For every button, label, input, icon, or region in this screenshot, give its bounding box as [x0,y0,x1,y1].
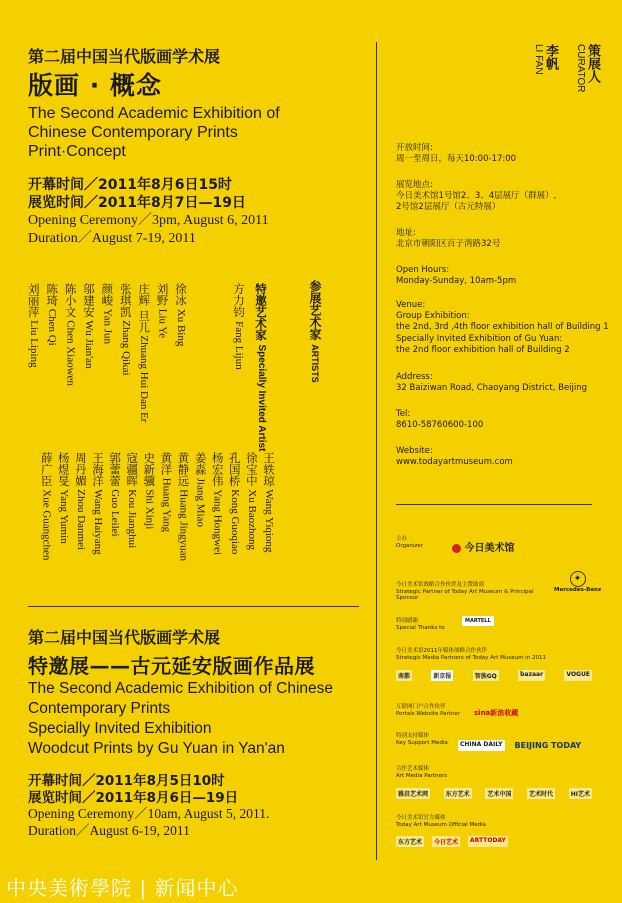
address-en-label: Address: [396,372,433,382]
artist-name [262,452,275,552]
artist-name-en: Jiang Miao [194,475,207,527]
artist-name-en: Yang Yumin [57,486,70,544]
organizer [396,536,423,549]
media-logo: 南都 [396,670,412,681]
artist-name [194,452,207,527]
invited-artist [232,283,245,370]
mercedes-logo [552,570,603,594]
hours-en [396,265,516,287]
artist-name-en: Wu Jian'an [83,317,95,369]
artist-name [159,452,172,532]
artist-name-cn: 徐冰 [174,283,188,306]
key-media-logos [458,740,583,751]
mercedes-star-icon: ✦ [570,571,586,587]
artist-name-en: Huang Yang [160,475,173,533]
media-logo: 智族GQ [473,670,499,681]
artist-name-cn: 史新骥 [142,452,157,487]
invited-heading-cn: 特邀艺术家 [254,283,268,341]
artist-name-en: Chen Qi [46,306,59,346]
sina-logo: sina新浪收藏 [474,709,519,717]
media-en: Strategic Media Partners of Today Art Museum in 2011 [396,654,546,661]
venue-cn [396,180,556,214]
invited-heading-en: Specially Invited Artist [256,344,267,452]
exhibition1-title-en-line: Chinese Contemporary Prints [28,124,238,141]
media-logo: VOGUE [564,670,592,681]
artist-name [82,283,95,369]
media-logo: HI艺术 [569,788,592,799]
artist-name [245,452,258,550]
artist-name-cn: 寇疆晖 [125,452,140,487]
tel-label: Tel: [396,409,411,419]
artist-name-cn: 周丹媚 [73,452,88,487]
address-en-value: 32 Baiziwan Road, Chaoyang District, Beijing [396,383,588,394]
artist-name-cn: 刘丽萍 [26,283,41,318]
curator-label [586,44,599,83]
artist-name [211,452,224,555]
artist-name-en: Xu Bing [175,306,187,347]
key-media [396,733,448,746]
media-cn: 今日美术馆2011年媒体战略合作伙伴 [396,648,487,654]
artist-name [174,283,187,346]
artist-name [40,452,53,560]
artist-name-cn: 黄静远 [176,452,191,487]
website-link[interactable]: www.todayartmuseum.com [396,457,513,468]
artist-name [64,283,77,386]
artist-name-en: Liu Ye [156,306,169,339]
artist-name [142,452,155,529]
artist-name-en: Xu Baozhong [245,486,258,551]
artists-heading-en: ARTISTS [310,344,320,383]
media-logo: 雅昌艺术网 [396,788,430,799]
exhibition1-title-en [28,104,280,161]
media-logos [396,670,592,681]
artist-name-en: Shi Xinji [143,486,156,530]
artist-name-en: Zhuang Hui Dan Er [138,332,151,423]
artist-name-en: Huang Jingyuan [177,486,190,562]
artist-name-cn: 刘野 [155,283,170,306]
tel [396,409,483,431]
tel-value: 8610-58760600-100 [396,420,484,431]
organizer-logo-text: 今日美术馆 [464,543,515,554]
hours-cn-label: 开放时间: [396,143,433,153]
vertical-divider [376,42,377,860]
artist-name-cn: 颜峻 [100,283,115,306]
artist-name-cn: 张琪凯 [118,283,133,318]
portal-cn: 互联网门户合作伙伴 [396,704,446,710]
venue-cn-label: 展览地点: [396,180,433,190]
artist-name-en: Yang Hongwei [211,486,224,556]
artist-name [228,452,241,554]
curator-name-en: LI FAN [533,44,544,75]
portal-partner [396,704,460,717]
exhibition1-times [28,177,269,247]
exhibition2-title-en-line: The Second Academic Exhibition of Chinese [28,680,334,697]
today-art-museum-logo [450,538,516,555]
media-logo: 东方艺术 [444,788,472,799]
thanks-en: Special Thanks to [396,624,445,631]
artist-name [74,452,87,550]
opening-time-en: Opening Ceremony／10am, August 5, 2011. [28,806,270,821]
art-media-logos [396,788,592,799]
artist-name-cn: 徐宝中 [244,452,259,487]
artist-name-en: Zhang Qikai [119,317,132,376]
artist-name [27,283,40,368]
website-label: Website: [396,446,433,456]
exhibition2-times [28,773,269,839]
media-logo: 艺术中国 [485,788,513,799]
horizontal-divider-left [28,606,359,607]
venue-en-line: the 2nd floor exhibition hall of Building 2 [396,344,570,355]
invited-heading [254,283,268,451]
martell-logo: MARTELL [462,616,494,626]
artist-name-en: Wang Haiyang [92,486,104,555]
artist-name-cn: 薛广臣 [39,452,54,487]
artist-name-cn: 王海洋 [91,452,105,487]
footer-watermark: 中央美術學院 | 新闻中心 [6,876,239,900]
invited-artist-cn: 方力钧 [232,283,246,318]
address-en [396,372,587,394]
opening-time-en: Opening Ceremony／3pm, August 6, 2011 [28,213,269,228]
artist-name-en: Wang Yiqiong [263,486,275,553]
media-logo: 新京报 [431,670,453,681]
artist-name-en: Xue Guangchen [40,486,53,561]
duration-cn: 展览时间／2011年8月6日—19日 [28,789,239,806]
exhibition2-title-cn-big: 特邀展——古元延安版画作品展 [28,654,315,678]
artist-name-cn: 杨宏伟 [210,452,225,487]
exhibition2-title-cn-small: 第二届中国当代版画学术展 [28,628,221,647]
venue-en-line: the 2nd, 3rd ,4th floor exhibition hall of Building 1 [396,322,609,333]
artist-name-cn: 邬建安 [82,283,96,318]
artist-name-cn: 姜淼 [193,452,208,475]
key-cn: 特别支持媒体 [396,733,430,739]
venue-en-line: Specially Invited Exhibition of Gu Yuan: [396,333,563,344]
exhibition1-title-cn-small: 第二届中国当代版画学术展 [28,47,221,66]
organizer-cn: 主办 [396,536,408,542]
artist-name-cn: 郭蕾蕾 [108,452,123,487]
art-en: Art Media Partners [396,772,448,779]
artist-name [137,283,150,422]
red-dot-icon [452,544,461,553]
official-media-logos [396,836,508,847]
opening-time-cn: 开幕时间／2011年8月6日15时 [28,177,232,193]
artist-name-cn: 陈小文 [63,283,78,318]
artist-name [100,283,113,344]
address-cn-value: 北京市朝阳区百子湾路32号 [396,239,501,250]
artist-name-en: Kong Guoqiao [228,486,241,555]
exhibition2-title-en [28,679,333,759]
mercedes-logo-text: Mercedes-Benz [554,587,602,593]
artist-name-cn: 王轶琼 [262,452,276,487]
exhibition1-title-en-line: The Second Academic Exhibition of [28,105,280,122]
artist-name [57,452,70,544]
horizontal-divider-right [396,504,592,505]
curator-name-cn: 李帆 [543,44,558,70]
strategic-partner [396,582,546,602]
duration-en: Duration／August 7-19, 2011 [28,230,196,246]
special-thanks [396,618,445,631]
artist-name [91,452,104,555]
artist-name [108,452,121,537]
media-partners [396,648,546,661]
media-logo: BEIJING TODAY [514,741,582,750]
media-logo: ARTTODAY [468,836,508,847]
artists-heading [308,280,321,383]
art-media [396,766,447,779]
media-logo: bazaar [518,670,545,681]
art-cn: 合作艺术媒体 [396,766,430,772]
exhibition2-title-en-line: Contemporary Prints [28,700,171,717]
artist-name-en: Liu Liping [27,317,40,368]
website [396,446,513,468]
artist-name [177,452,190,561]
venue-en [396,300,609,356]
artist-name-en: Yan Jun [101,306,114,345]
venue-en-line: Group Exhibition: [396,311,470,322]
venue-cn-line: 2号馆2层展厅（古元特展） [396,202,501,213]
artist-name-en: Chen Xiaowen [64,317,77,386]
artist-name [156,283,169,338]
artist-name-cn: 黄洋 [159,452,174,475]
official-cn: 今日美术馆官方媒体 [396,815,446,821]
hours-cn [396,143,516,165]
exhibition1-title-en-line: Print·Concept [28,143,126,160]
artist-name-cn: 庄辉 旦儿 [137,283,152,333]
artist-name [45,283,58,346]
media-logo: 东方艺术 [396,836,424,847]
duration-en: Duration／August 6-19, 2011 [28,822,190,838]
organizer-en: Organizer [396,542,423,549]
media-logo: CHINA DAILY [458,740,505,751]
strategic-en: Strategic Partner of Today Art Museum & Principal Sponsor [396,588,534,601]
hours-cn-value: 周一至周日，每天10:00-17:00 [396,154,517,165]
curator-label-cn: 策展人 [585,44,600,83]
venue-en-label: Venue: [396,300,426,310]
venue-cn-line: 今日美术馆1号馆2、3、4层展厅（群展）, [396,191,557,202]
artist-name-cn: 孔国桥 [227,452,242,487]
artist-name-en: Kou Jianghui [126,486,139,549]
invited-artist-en: Fang Lijun [233,321,245,370]
exhibition2-title-en-line: Woodcut Prints by Gu Yuan in Yan'an [28,740,285,757]
exhibition1-title-cn-big: 版画 · 概念 [28,71,162,100]
hours-en-label: Open Hours: [396,265,450,275]
artist-name [125,452,138,548]
key-en: Key Support Media [396,739,448,746]
portal-en: Portals Website Partner [396,710,461,717]
thanks-cn: 特别感谢 [396,618,419,624]
strategic-cn: 今日美术馆战略合作伙伴及主赞助商 [396,582,485,588]
hours-en-value: Monday-Sunday, 10am-5pm [396,276,517,287]
artist-name [119,283,132,376]
media-logo: 今日艺术 [432,836,460,847]
duration-cn: 展览时间／2011年8月7日—19日 [28,194,246,211]
official-en: Today Art Museum Official Media [396,821,487,828]
opening-time-cn: 开幕时间／2011年8月5日10时 [28,773,225,789]
artist-name-cn: 陈琦 [45,283,60,306]
artist-name-cn: 杨煜旻 [56,452,71,487]
artist-name-en: Zhou Danmei [74,486,87,551]
media-logo: 艺术时代 [527,788,555,799]
curator-label-en: CURATOR [575,44,586,93]
artists-heading-cn: 参展艺术家 [308,280,322,340]
exhibition2-title-en-line: Specially Invited Exhibition [28,720,212,737]
address-cn-label: 地址: [396,228,416,238]
artist-name-en: Guo Leilei [109,486,122,537]
official-media [396,815,486,828]
address-cn [396,228,500,250]
